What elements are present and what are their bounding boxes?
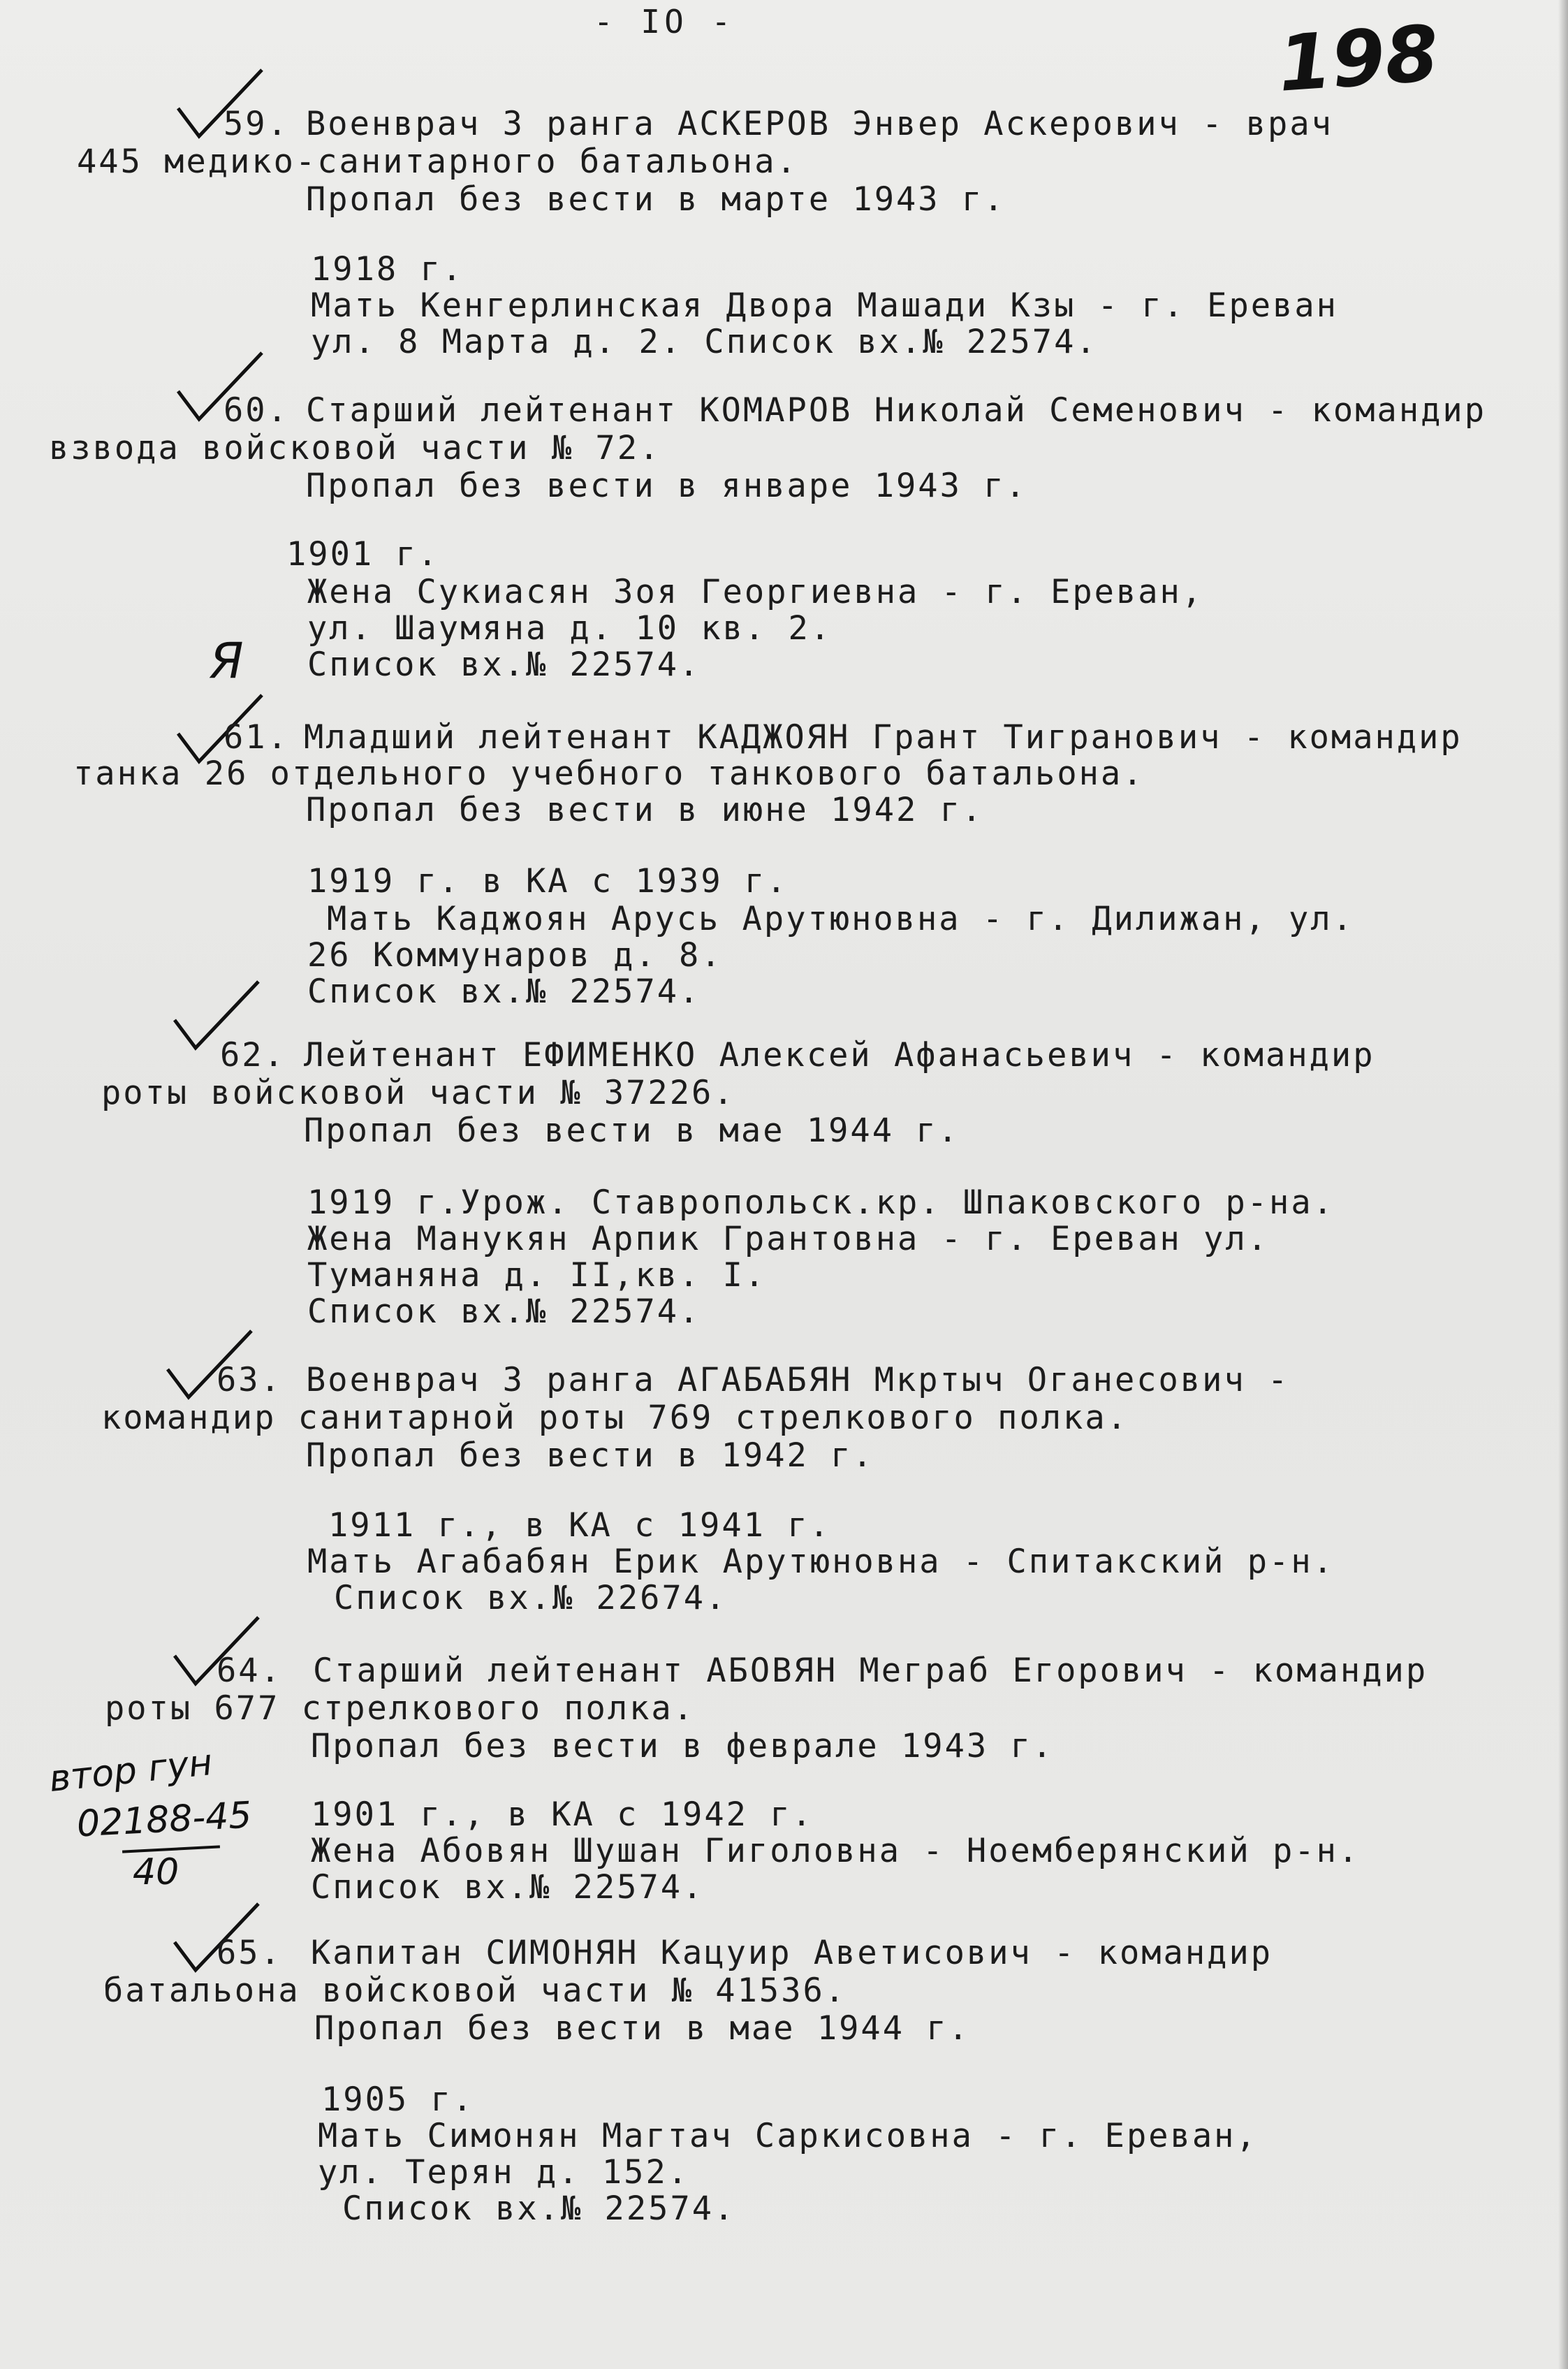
entry-number: 59.	[224, 105, 289, 143]
entry-line: батальона войсковой части № 41536.	[103, 1971, 847, 2010]
margin-note-line: 02188-45	[75, 1794, 253, 1846]
entry-line: Пропал без вести в мае 1944 г.	[314, 2009, 970, 2048]
entry-line: ул. Шаумяна д. 10 кв. 2.	[307, 609, 833, 648]
entry-line: Мать Каджоян Арусь Арутюновна - г. Дилижан, ул.	[327, 900, 1354, 938]
entry-number: 64.	[217, 1652, 282, 1690]
margin-note-line: втор гун	[47, 1741, 214, 1801]
entry-line: Туманяна д. II,кв. I.	[307, 1256, 767, 1295]
entry-line: 1901 г., в КА с 1942 г.	[311, 1795, 814, 1834]
entry-line: Старший лейтенант АБОВЯН Мeграб Егорович - командир	[313, 1652, 1428, 1690]
page-number: - IO -	[594, 3, 735, 41]
entry-line: 1918 г.	[311, 250, 464, 289]
entry-number: 63.	[217, 1361, 282, 1399]
entry-line: взвода войсковой части № 72.	[49, 429, 661, 467]
entry-line: Старший лейтенант КОМАРОВ Николай Семенович - командир	[306, 391, 1487, 430]
entry-line: Пропал без вести в январе 1943 г.	[306, 467, 1027, 505]
entry-line: Список вх.№ 22574.	[311, 1868, 705, 1907]
entry-line: Список вх.№ 22574.	[307, 646, 701, 684]
entry-line: командир санитарной роты 769 стрелкового полка.	[101, 1399, 1129, 1437]
entry-line: Военврач 3 ранга АСКЕРОВ Энвер Аскерович - врач	[306, 105, 1333, 143]
entry-number: 62.	[220, 1036, 286, 1074]
entry-line: ул. 8 Марта д. 2. Список вх.№ 22574.	[311, 323, 1098, 361]
entry-line: Капитан СИМОНЯН Кацуир Аветисович - командир	[311, 1934, 1273, 1972]
entry-line: Список вх.№ 22674.	[334, 1579, 728, 1617]
entry-line: роты 677 стрелкового полка.	[105, 1689, 696, 1728]
entry-line: Список вх.№ 22574.	[307, 1292, 701, 1331]
entry-line: Пропал без вести в мае 1944 г.	[304, 1111, 960, 1150]
entry-line: Мать Кенгерлинская Двора Машади Кзы - г. Ереван	[311, 286, 1338, 325]
entry-line: Список вх.№ 22574.	[307, 972, 701, 1011]
entry-line: ул. Терян д. 152.	[318, 2153, 690, 2192]
entry-number: 60.	[224, 391, 289, 430]
entry-line: Пропал без вести в феврале 1943 г.	[311, 1727, 1055, 1765]
entry-line: 26 Коммунаров д. 8.	[307, 936, 723, 975]
entry-number: 65.	[217, 1934, 282, 1972]
entry-line: Пропал без вести в марте 1943 г.	[306, 180, 1006, 219]
entry-line: Мать Симонян Магтач Саркисовна - г. Ереван,	[318, 2117, 1258, 2155]
entry-line: Жена Сукиасян Зоя Георгиевна - г. Ереван,	[307, 573, 1204, 611]
entry-line: Список вх.№ 22574.	[342, 2189, 736, 2228]
entry-line: 1911 г., в КА с 1941 г.	[328, 1506, 831, 1545]
entry-line: 1919 г. в КА с 1939 г.	[307, 862, 789, 901]
archive-number-handwritten: 198	[1275, 8, 1442, 109]
entry-line: Жена Абовян Шушан Гиголовна - Ноемберянский р-н.	[311, 1832, 1361, 1870]
entry-line: 1919 г.Урож. Ставропольск.кр. Шпаковского р-на.	[307, 1183, 1335, 1222]
entry-line: Пропал без вести в 1942 г.	[306, 1436, 874, 1475]
entry-line: 1905 г.	[321, 2080, 475, 2119]
entry-line: роты войсковой части № 37226.	[101, 1074, 735, 1112]
entry-number: 61.	[224, 718, 289, 757]
entry-line: Пропал без вести в июне 1942 г.	[306, 791, 984, 829]
entry-line: Военврач 3 ранга АГАБАБЯН Мкртыч Оганесович -	[306, 1361, 1290, 1399]
entry-line: танка 26 отдельного учебного танкового батальона.	[73, 755, 1145, 793]
entry-line: Жена Манукян Арпик Грантовна - г. Ереван ул.	[307, 1220, 1270, 1258]
entry-line: Мать Агабабян Ерик Арутюновна - Спитакский р-н.	[307, 1543, 1335, 1581]
entry-line: 1901 г.	[286, 535, 440, 574]
initial-mark-handwritten: Я	[210, 632, 244, 690]
entry-line: 445 медико-санитарного батальона.	[77, 143, 798, 181]
entry-line: Младший лейтенант КАДЖОЯН Грант Тигранович - командир	[304, 718, 1463, 757]
margin-note-line: 40	[133, 1851, 179, 1893]
entry-line: Лейтенант ЕФИМЕНКО Алексей Афанасьевич - командир	[304, 1036, 1375, 1074]
scan-edge-shadow	[1558, 0, 1568, 2369]
